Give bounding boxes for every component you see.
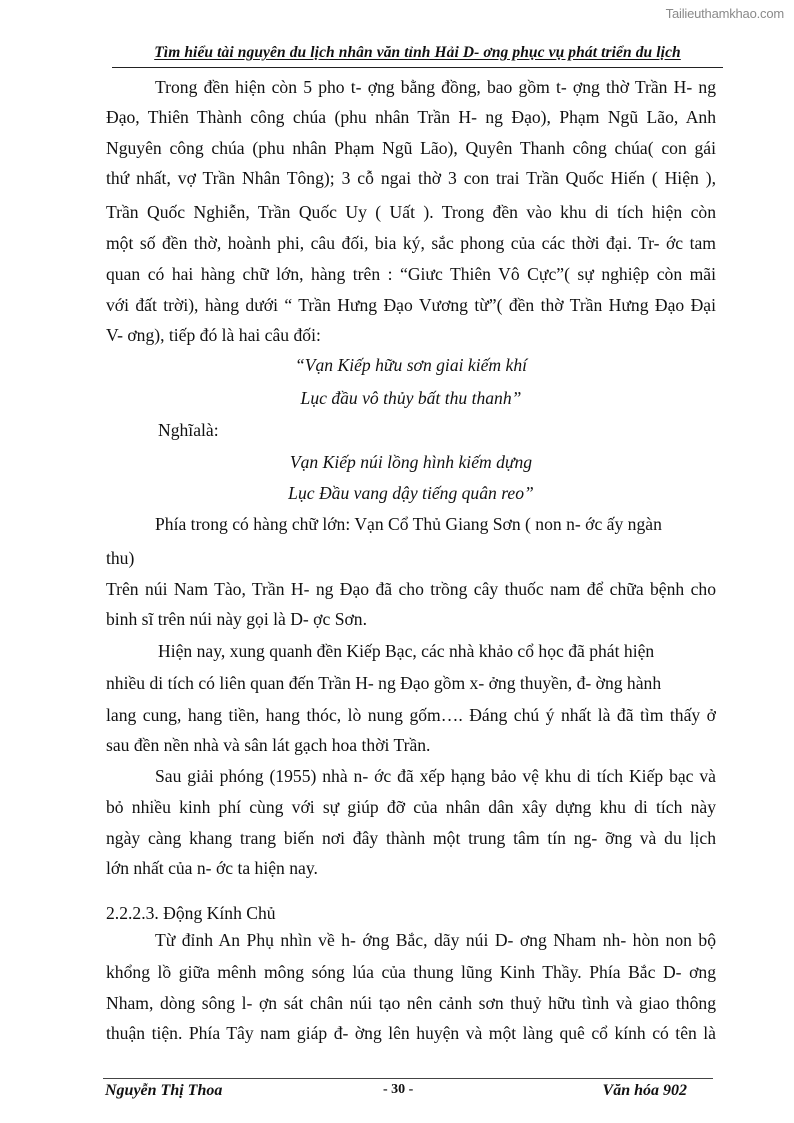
paragraph-line: lang cung, hang tiền, hang thóc, lò nung gốm…. Đáng chú ý nhất là đã tìm thấy ở (106, 705, 716, 725)
paragraph-line: lớn nhất của n- ớc ta hiện nay. (106, 858, 318, 878)
paragraph-line: khổng lồ giữa mênh mông sóng lúa của thung lũng Kinh Thầy. Phía Bắc D- ơng (106, 962, 716, 982)
paragraph-line: Trên núi Nam Tào, Trần H- ng Đạo đã cho trồng cây thuốc nam để chữa bệnh cho (106, 579, 716, 599)
paragraph-line: quan có hai hàng chữ lớn, hàng trên : “Giưc Thiên Vô Cực”( sự nghiệp còn mãi (106, 264, 716, 284)
paragraph-line: Trong đền hiện còn 5 pho t- ợng bằng đồng, bao gồm t- ợng thờ Trần H- ng (155, 77, 716, 97)
verse-line: Lục Đầu vang dậy tiếng quân reo” (288, 483, 534, 503)
paragraph-line: V- ơng), tiếp đó là hai câu đối: (106, 325, 321, 345)
paragraph-line: sau đền nền nhà và sân lát gạch hoa thời Trần. (106, 735, 431, 755)
verse-line: “Vạn Kiếp hữu sơn giai kiếm khí (294, 355, 528, 375)
verse-line: Vạn Kiếp núi lồng hình kiếm dựng (289, 452, 533, 472)
section-heading: 2.2.2.3. Động Kính Chủ (106, 903, 276, 923)
paragraph-line: thuận tiện. Phía Tây nam giáp đ- ờng lên huyện và một làng quê cổ kính có tên là (106, 1023, 716, 1043)
paragraph-line: Nham, dòng sông l- ợn sát chân núi tạo nên cảnh sơn thuỷ hữu tình và giao thông (106, 993, 716, 1013)
paragraph-line: thứ nhất, vợ Trần Nhân Tông); 3 cỗ ngai thờ 3 con trai Trần Quốc Hiến ( Hiện ), (106, 168, 716, 188)
paragraph-line: Phía trong có hàng chữ lớn: Vạn Cổ Thủ Giang Sơn ( non n- ớc ấy ngàn (155, 514, 662, 534)
running-header (112, 44, 723, 68)
meaning-label: Nghĩalà: (158, 420, 219, 440)
page-number: - 30 - (383, 1082, 414, 1097)
paragraph-line: bỏ nhiều kinh phí cùng với sự giúp đỡ của nhân dân xây dựng khu di tích này (106, 797, 716, 817)
paragraph-line: Trần Quốc Nghiễn, Trần Quốc Uy ( Uất ). Trong đền vào khu di tích hiện còn (106, 202, 716, 222)
running-footer (103, 1078, 713, 1099)
paragraph-line: Nguyên công chúa (phu nhân Phạm Ngũ Lão), Quyên Thanh công chúa( con gái (106, 138, 716, 158)
paragraph-line: thu) (106, 548, 135, 568)
paragraph-line: với đất trời), hàng dưới “ Trần Hưng Đạo Vương từ”( đền thờ Trần Hưng Đạo Đại (106, 295, 716, 315)
paragraph-line: ngày càng khang trang biến nơi đây thành một trung tâm tín ng- ỡng và du lịch (106, 828, 716, 848)
header-title: Tìm hiểu tài nguyên du lịch nhân văn tỉnh Hải D- ơng phục vụ phát triển du lịch (154, 44, 681, 61)
paragraph-line: nhiều di tích có liên quan đến Trần H- ng Đạo gồm x- ởng thuyền, đ- ờng hành (106, 673, 662, 693)
paragraph-line: binh sĩ trên núi này gọi là D- ợc Sơn. (106, 609, 367, 629)
paragraph-line: một số đền thờ, hoành phi, câu đối, bia ký, sắc phong của các thời đại. Tr- ớc tam (106, 233, 716, 253)
paragraph-line: Hiện nay, xung quanh đền Kiếp Bạc, các nhà khảo cổ học đã phát hiện (158, 641, 655, 661)
paragraph-line: Đạo, Thiên Thành công chúa (phu nhân Trần H- ng Đạo), Phạm Ngũ Lão, Anh (106, 107, 716, 127)
footer-author: Nguyễn Thị Thoa (105, 1082, 223, 1099)
footer-course: Văn hóa 902 (602, 1082, 687, 1099)
paragraph-line: Từ đỉnh An Phụ nhìn về h- ớng Bắc, dãy núi D- ơng Nham nh- hòn non bộ (155, 930, 716, 950)
paragraph-line: Sau giải phóng (1955) nhà n- ớc đã xếp hạng bảo vệ khu di tích Kiếp bạc và (155, 766, 716, 786)
verse-line: Lục đầu vô thủy bất thu thanh” (300, 388, 522, 408)
watermark: Tailieuthamkhao.com (665, 6, 784, 21)
